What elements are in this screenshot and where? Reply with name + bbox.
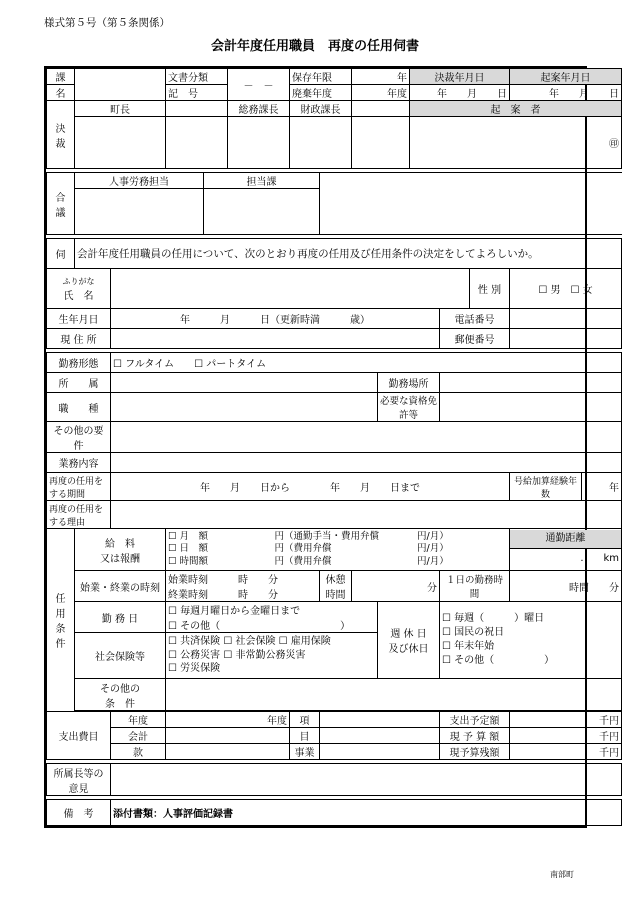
seal-mark: ㊞ — [609, 139, 620, 150]
somu-label: 総務課長 — [228, 101, 290, 117]
jigyo-label: 事業 — [290, 744, 320, 760]
blank-seal-field[interactable] — [166, 117, 228, 169]
moku-label: 目 — [290, 728, 320, 744]
jinji-label: 人事労務担当 — [75, 173, 204, 189]
shimei-label: ふりがな 氏 名 — [47, 269, 111, 309]
gokyu-field[interactable]: 年 — [582, 473, 622, 501]
shigyo-label: 始業・終業の時刻 — [75, 571, 166, 602]
cho-seal-field[interactable] — [75, 117, 166, 169]
jigyo-field[interactable] — [320, 744, 440, 760]
gokyu-label: 号給加算経験年数 — [510, 473, 582, 501]
biko-field[interactable]: 添付書類：人事評価記録書 — [111, 800, 622, 826]
shikaku-label: 必要な資格免許等 — [378, 393, 440, 422]
kaikei-label: 会計 — [111, 728, 166, 744]
kiansha-label: 起 案 者 — [410, 101, 622, 117]
kikan-field[interactable]: 年 月 日から 年 月 日まで — [111, 473, 510, 501]
sonota-field[interactable] — [111, 422, 622, 453]
tel-label: 電話番号 — [440, 309, 510, 329]
kinmubi-label: 勤 務 日 — [75, 602, 166, 633]
shishutsu-label: 支出費目 — [47, 712, 111, 760]
zaisei-label: 財政課長 — [290, 101, 352, 117]
post-label: 郵便番号 — [440, 329, 510, 349]
hoken-label: 社会保険等 — [75, 633, 166, 679]
kou-label: 項 — [290, 712, 320, 728]
shozoku-field[interactable] — [111, 373, 378, 393]
kyujitsu-label: 週 休 日 及び休日 — [378, 602, 440, 679]
bunsho-label: 文書分類 — [166, 69, 228, 85]
yotei-field[interactable]: 千円 — [510, 712, 622, 728]
kou-field[interactable] — [320, 712, 440, 728]
naiyo-field[interactable] — [111, 453, 622, 473]
form-number: 様式第５号（第５条関係） — [44, 17, 170, 29]
birth-field[interactable]: 年 月 日（更新時満 歳） — [111, 309, 440, 329]
kaikei-field[interactable] — [166, 728, 290, 744]
ukagai-text: 会計年度任用職員の任用について、次のとおり再度の任用及び任用条件の決定をしてよろしいか。 — [75, 239, 622, 269]
shozoku-label: 所 属 — [47, 373, 111, 393]
shimei-field[interactable] — [111, 269, 470, 309]
hozon-label: 保存年限 — [290, 69, 352, 85]
kyuryo-label: 給 料 又は報酬 — [75, 529, 166, 571]
tel-field[interactable] — [510, 309, 622, 329]
nendo-field[interactable]: 年度 — [166, 712, 290, 728]
km-field[interactable]: . km — [580, 553, 620, 564]
kamei-field[interactable] — [75, 69, 166, 101]
form-frame — [44, 66, 620, 828]
kyukei-field[interactable]: 分 — [352, 571, 440, 602]
keitai-label: 勤務形態 — [47, 353, 111, 373]
ukagai-label: 伺 — [47, 239, 75, 269]
nendo-label: 年度 — [111, 712, 166, 728]
somu-seal-field[interactable] — [228, 117, 290, 169]
kian-date-label: 起案年月日 — [510, 69, 622, 85]
kessai-blank-1 — [166, 101, 228, 117]
jinji-field[interactable] — [75, 189, 204, 235]
iken-label: 所属長等の意見 — [47, 764, 111, 796]
kessai-date-field[interactable]: 年 月 日 — [410, 85, 510, 101]
hozon-field[interactable]: 年 — [352, 69, 410, 85]
addr-label: 現 住 所 — [47, 329, 111, 349]
keitai-options[interactable]: ☐ フルタイム ☐ パートタイム — [111, 353, 622, 373]
tsukin-label: 通勤距離 — [510, 530, 621, 549]
jikan-field[interactable]: 時間 分 — [510, 571, 622, 602]
joken-label: 任 用 条 件 — [47, 529, 75, 712]
naiyo-label: 業務内容 — [47, 453, 111, 473]
basho-field[interactable] — [440, 373, 622, 393]
kan-label: 款 — [111, 744, 166, 760]
hoken-field[interactable]: ☐ 共済保険 ☐ 社会保険 ☐ 雇用保険 ☐ 公務災害 ☐ 非常勤公務災害 ☐ 労災保険 — [166, 633, 378, 679]
iken-field[interactable] — [111, 764, 622, 796]
shikaku-field[interactable] — [440, 393, 622, 422]
haiki-label: 廃棄年度 — [290, 85, 352, 101]
moku-field[interactable] — [320, 728, 440, 744]
jikoku-field[interactable]: 始業時刻 時 分 終業時刻 時 分 — [166, 571, 320, 602]
riyu-label: 再度の任用をする理由 — [47, 501, 111, 529]
ka-label: 課 — [47, 69, 75, 85]
haiki-field[interactable]: 年度 — [352, 85, 410, 101]
kessai-label: 決 裁 — [47, 101, 75, 169]
shokushu-field[interactable] — [111, 393, 378, 422]
post-field[interactable] — [510, 329, 622, 349]
kigo-label: 記 号 — [166, 85, 228, 101]
kessai-blank-2 — [352, 101, 410, 117]
yotei-label: 支出予定額 — [440, 712, 510, 728]
sonota-label: その他の要件 — [47, 422, 111, 453]
joken-sonota-field[interactable] — [166, 679, 622, 711]
kian-date-field[interactable]: 年 月 日 — [510, 85, 622, 101]
page-title: 会計年度任用職員 再度の任用伺書 — [210, 39, 419, 54]
tsukin-cell[interactable] — [510, 529, 622, 571]
bunsho-field[interactable]: － － — [228, 69, 290, 101]
sex-label: 性 別 — [470, 269, 510, 309]
aigi-blank — [320, 173, 622, 235]
joken-sonota-label: その他の 条 件 — [75, 679, 166, 711]
tanto-label: 担当課 — [204, 173, 320, 189]
footer-town: 南部町 — [550, 870, 574, 879]
addr-field[interactable] — [111, 329, 440, 349]
kan-field[interactable] — [166, 744, 290, 760]
birth-label: 生年月日 — [47, 309, 111, 329]
ichinichi-label: １日の勤務時間 — [440, 571, 510, 602]
zan-field[interactable]: 千円 — [510, 744, 622, 760]
genyo-label: 現 予 算 額 — [440, 728, 510, 744]
aigi-label: 合 議 — [47, 173, 75, 235]
kyujitsu-field[interactable]: ☐ 毎週（ ）曜日 ☐ 国民の祝日 ☐ 年末年始 ☐ その他（ ） — [440, 602, 622, 679]
riyu-field[interactable] — [111, 501, 622, 529]
shokushu-label: 職 種 — [47, 393, 111, 422]
genyo-field[interactable]: 千円 — [510, 728, 622, 744]
zan-label: 現予算残額 — [440, 744, 510, 760]
zaisei-seal-field[interactable] — [290, 117, 352, 169]
mei-label: 名 — [47, 85, 75, 101]
cho-label: 町長 — [75, 101, 166, 117]
tanto-field[interactable] — [204, 189, 320, 235]
kinmubi-field[interactable]: ☐ 毎週月曜日から金曜日まで ☐ その他（ ） — [166, 602, 378, 633]
kyuryo-field[interactable]: ☐ 月 額 円（通勤手当・費用弁償 円/月） ☐ 日 額 円（費用弁償 円/月） ☐ 時間額 円（費用弁償 円/月） — [166, 529, 510, 571]
kyukei-label: 休憩時間 — [320, 571, 352, 602]
form-table — [46, 68, 622, 826]
sex-options[interactable]: ☐ 男 ☐ 女 — [510, 269, 622, 309]
basho-label: 勤務場所 — [378, 373, 440, 393]
blank-seal-field-2[interactable] — [352, 117, 410, 169]
kiansha-field[interactable] — [410, 117, 622, 169]
kessai-date-label: 決裁年月日 — [410, 69, 510, 85]
kikan-label: 再度の任用をする期間 — [47, 473, 111, 501]
biko-label: 備 考 — [47, 800, 111, 826]
